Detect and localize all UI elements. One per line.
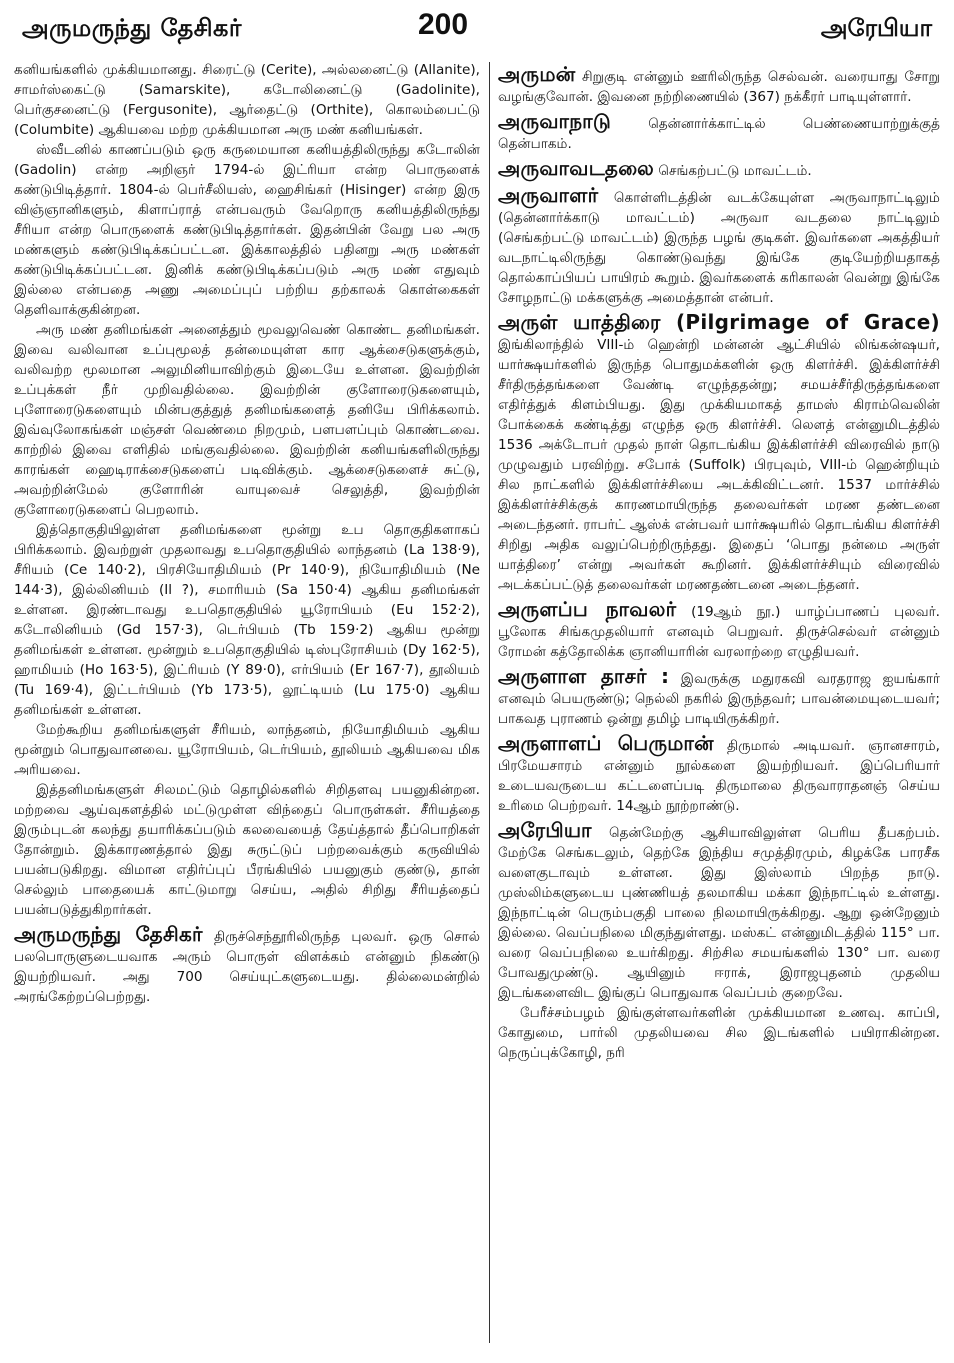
- entry-text: சிறுகுடி என்னும் ஊரிலிருந்த செல்வன். வரையாது சோறு வழங்குவோன். இவனை நற்றிணையில் (367) நக்கீரர் பாடியுள்ளார்.: [498, 69, 940, 105]
- paragraph: [498, 1003, 940, 1063]
- entry-text: இங்கிலாந்தில் VIII-ம் ஹென்றி மன்னன் ஆட்சியில் லிங்கன்ஷயர், யார்க்ஷயர்களில் இருந்த பொதுமக்களின் ஒரு கிளர்ச்சி. இக்கிளர்ச்சி சீர்திருத்தங்களை வேண்டி எழுந்ததன்று; சமயச்சீர்திருத்தங்களை எதிர்த்துக் கிளம்பியது. இது முக்கியமாகத் தாமஸ் கிராம்வெலின் போக்கைக் கண்டித்து எழுந்த ஒரு கிளர்ச்சி. லௌத் என்னுமிடத்தில் 1536 அக்டோபர் முதல் நாள் தொடங்கிய இக்கிளர்ச்சி விரைவில் நாடு முழுவதும் பரவிற்று. சபோக் (Suffolk) பிரபுவும், VIII-ம் ஹென்றியும் சில நாட்களில் இக்கிளர்ச்சியை அடக்கிவிட்டனர். 1537 மார்ச்சில் இக்கிளர்ச்சிக்குக் காரணமாயிருந்த தலைவர்கள் மரண தண்டனை அடைந்தனர். ராபர்ட் ஆஸ்க் என்பவர் யார்க்ஷயரில் தொடங்கிய கிளர்ச்சி சிறிது அதிக வலுப்பெற்றிருந்தது. இதைப் ‘பொது நன்மை அருள் யாத்திரை’ என்று அவர்கள் கூறினர். இக்கிளர்ச்சியும் விரைவில் அடக்கப்பட்டுத் தலைவர்கள் மரணதண்டனை அடைந்தனர்.: [498, 337, 940, 593]
- running-head-right: அரேபியா: [820, 14, 932, 42]
- encyclopedia-entry: [14, 924, 480, 1007]
- page-header: [0, 0, 954, 58]
- paragraph: [14, 780, 480, 920]
- paragraph-text: ஸ்வீடனில் காணப்படும் ஒரு கருமையான கனியத்திலிருந்து கடோலின் (Gadolin) என்ற அறிஞர் 1794-ல் இட்ரியா என்ற பொருளைக் கண்டுபிடித்தார். 1804-ல் பெர்சீலியஸ், ஹைசிங்கர் (Hisinger) என்ற இரு விஞ்ஞானிகளும், கிளாப்ராத் என்பவரும் வேறொரு கனியத்திலிருந்து சீரியா என்ற பொருளைக் கண்டுபிடித்தார்கள். இதன்பின் வேறு பல அரு மண்களும் கண்டுபிடிக்கப்பட்டன. இக்காலத்தில் பதினறு அரு மண்கள் கண்டுபிடிக்கப்பட்டன. இனிக் கண்டுபிடிக்கப்படும் அரு மண் எதுவும் இல்லை என்பதை அணு அமைப்புப் பற்றிய தற்காலக் கொள்கைகள் தெளிவாக்குகின்றன.: [14, 142, 480, 318]
- entry-headword: அருளாள தாசர் :: [498, 664, 670, 688]
- entry-headword: அருவாளர்: [498, 183, 599, 207]
- encyclopedia-entry: [498, 820, 940, 1003]
- paragraph-text: மேற்கூறிய தனிமங்களுள் சீரியம், லாந்தனம், நியோதிமியம் ஆகிய மூன்றும் பொதுவானவை. யூரோபியம், டெர்பியம், தூலியம் ஆகியவை மிக அரியவை.: [14, 722, 480, 778]
- paragraph: [14, 60, 480, 140]
- column-divider: [489, 62, 490, 1343]
- paragraph-text: இத்தனிமங்களுள் சிலமட்டும் தொழில்களில் சிறிதளவு பயனுகின்றன. மற்றவை ஆய்வுகளத்தில் மட்டுமுள்ள விந்தைப் பொருள்கள். சீரியத்தை இரும்புடன் கலந்து தயாரிக்கப்படும் கலவையைத் தேய்த்தால் தீப்பொறிகள் தோன்றும். இக்காரணத்தால் இது சுருட்டுப் பற்றவைக்கும் கருவியில் பயன்படுகிறது. விமான எதிர்ப்புப் பீரங்கியில் பயனுகும் குண்டு, தான் செல்லும் பாதையைக் காட்டுமாறு செய்ய, அதில் சிறிது சீரியத்தைப் பயன்படுத்துகிறார்கள்.: [14, 782, 480, 918]
- entry-headword: அருமருந்து தேசிகர்: [14, 922, 203, 946]
- encyclopedia-entry: [498, 666, 940, 729]
- encyclopedia-entry: [498, 599, 940, 662]
- entry-text: திருமால் அடியவர். ஞானசாரம், பிரமேயசாரம் என்னும் நூல்களை இயற்றியவர். இப்பெரியார் உடையவருடைய கட்டளைப்படி திருமாலை திருவாராதனஞ் செய்ய உரிமை பெற்றவர். 14ஆம் நூற்றாண்டு.: [498, 738, 940, 814]
- paragraph: [14, 520, 480, 720]
- entry-text: திருச்செந்தூரிலிருந்த புலவர். ஒரு சொல் பலபொருளுடையவாக அரும் பொருள் விளக்கம் என்னும் நிகண்டு இயற்றியவர். அது 700 செய்யுட்களுடையது. தில்லைமன்றில் அரங்கேற்றப்பெற்றது.: [14, 929, 480, 1005]
- encyclopedia-entry: [498, 312, 940, 595]
- encyclopedia-entry: [498, 111, 940, 154]
- entry-headword: அருள் யாத்திரை (Pilgrimage of Grace): [498, 310, 940, 334]
- entry-headword: அரேபியா: [498, 818, 592, 842]
- entry-text: கொள்ளிடத்தின் வடக்கேயுள்ள அருவாநாட்டிலும் (தென்னார்க்காடு மாவட்டம்) அருவா வடதலை நாட்டிலும் (செங்கற்பட்டு மாவட்டம்) இருந்த பழங் குடிகள். இவர்களை அகத்தியர் வடநாட்டிலிருந்து கொண்டுவந்து இங்கே குடியேற்றியதாகத் தொல்காப்பியப் பாயிரம் கூறும். இவர்களைக் கரிகாலன் வென்று இங்கே சோழநாட்டு மக்களுக்கு அமைத்தான் என்பர்.: [498, 190, 940, 306]
- entry-text: (19ஆம் நூ.) யாழ்ப்பாணப் புலவர். பூலோக சிங்கமுதலியார் எனவும் பெறுவர். திருச்செல்வர் என்னும் ரோமன் கத்தோலிக்க ஞானியாரின் வரலாற்றை எழுதியவர்.: [498, 604, 940, 660]
- entry-headword: அருவாநாடு: [498, 109, 611, 133]
- entry-text: தென்னார்க்காட்டில் பெண்ணையாற்றுக்குத் தென்பாகம்.: [498, 116, 940, 152]
- entry-headword: அருமன்: [498, 62, 576, 86]
- right-column: [498, 60, 940, 1355]
- paragraph-text: அரு மண் தனிமங்கள் அனைத்தும் மூவலுவெண் கொண்ட தனிமங்கள். இவை வலிவான உப்புமூலத் தன்மையுள்ள கார ஆக்சைடுகளுக்கும், வலிவற்ற மூலமான அலுமினியாவிற்கும் இடையே உள்ளன. இவற்றின் உப்புக்கள் நீர் முறிவதில்லை. இவற்றின் குளோரைடுகளையும், புளோரைடுகளையும் மின்பகுத்துத் தனிமங்களைத் தனியே பிரிக்கலாம். இவ்வுலோகங்கள் மஞ்சள் வெண்மை நிறமும், பளபளப்பும் கொண்டவை. காற்றில் இவை எளிதில் மங்குவதில்லை. இவற்றின் கனியங்களிலிருந்து காரங்கள் ஹைடிராக்சைடுகளைப் படிவிக்கும். ஆக்சைடுகளைச் சுட்டு, அவற்றின்மேல் குளோரின் வாயுவைச் செலுத்தி, இவற்றின் குளோரைடுகளைப் பெறலாம்.: [14, 322, 480, 518]
- paragraph-text: இத்தொகுதியிலுள்ள தனிமங்களை மூன்று உப தொகுதிகளாகப் பிரிக்கலாம். இவற்றுள் முதலாவது உபதொகுதியில் லாந்தனம் (La 138·9), சீரியம் (Ce 140·2), பிரசியோதிமியம் (Pr 140·9), நியோதிமியம் (Ne 144·3), இல்லினியம் (Il ?), சமாரியம் (Sa 150·4) ஆகிய தனிமங்கள் உள்ளன. இரண்டாவது உபதொகுதியில் யூரோபியம் (Eu 152·2), கடோலினியம் (Gd 157·3), டெர்பியம் (Tb 159·2) ஆகிய மூன்று தனிமங்கள் உள்ளன. மூன்றும் உபதொகுதியில் டிஸ்புரோசியம் (Dy 162·5), ஹாமியம் (Ho 163·5), இட்ரியம் (Y 89·0), எர்பியம் (Er 167·7), தூலியம் (Tu 169·4), இட்டர்பியம் (Yb 173·5), லூட்டியம் (Lu 175·0) ஆகிய தனிமங்கள் உள்ளன.: [14, 522, 480, 718]
- paragraph-text: பேரீச்சம்பழம் இங்குள்ளவர்களின் முக்கியமான உணவு. காப்பி, கோதுமை, பார்லி முதலியவை சில இடங்களில் பயிராகின்றன. நெருப்புக்கோழி, நரி: [498, 1005, 940, 1061]
- entry-text: இவருக்கு மதுரகவி வரதராஜ ஐயங்கார் எனவும் பெயருண்டு; நெல்லி நகரில் இருந்தவர்; பாவன்மையுடையவர்; பாகவத புராணம் ஒன்று தமிழ் பாடியிருக்கிறர்.: [498, 671, 940, 727]
- paragraph: [14, 140, 480, 320]
- entry-headword: அருளாளப் பெருமான்: [498, 731, 714, 755]
- left-column: [14, 60, 480, 1355]
- page-number: 200: [418, 8, 469, 41]
- encyclopedia-entry: [498, 64, 940, 107]
- encyclopedia-entry: [498, 158, 940, 181]
- running-head-left: அருமருந்து தேசிகர்: [22, 14, 242, 42]
- paragraph-text: கனியங்களில் முக்கியமானது. சிரைட்டு (Cerite), அல்லனைட்டு (Allanite), சாமர்ஸ்கைட்டு (Samarskite), கடோலினைட்டு (Gadolinite), பெர்குசனைட்டு (Fergusonite), ஆர்தைட்டு (Orthite), கொலம்பைட்டு (Columbite) ஆகியவை மற்ற முக்கியமான அரு மண் கனியங்கள்.: [14, 62, 480, 138]
- entry-headword: அருவாவடதலை: [498, 156, 655, 180]
- encyclopedia-entry: [498, 733, 940, 816]
- paragraph: [14, 320, 480, 520]
- encyclopedia-entry: [498, 185, 940, 308]
- paragraph: [14, 720, 480, 780]
- entry-text: செங்கற்பட்டு மாவட்டம்.: [658, 163, 812, 179]
- entry-headword: அருளப்ப நாவலர்: [498, 597, 677, 621]
- entry-text: தென்மேற்கு ஆசியாவிலுள்ள பெரிய தீபகற்பம். மேற்கே செங்கடலும், தெற்கே இந்திய சமுத்திரமும், கிழக்கே பாரசீக வளைகுடாவும் உள்ளன. இது இஸ்லாம் பிறந்த நாடு. முஸ்லிம்களுடைய புண்ணியத் தலமாகிய மக்கா இந்நாட்டில் உள்ளது. இந்நாட்டின் பெரும்பகுதி பாலை நிலமாயிருக்கிறது. ஆறு ஒன்றேனும் இல்லை. வெப்பநிலை மிகுந்துள்ளது. மஸ்கட் என்னுமிடத்தில் 115° பா. வரை வெப்பநிலை உயர்கிறது. சிற்சில சமயங்களில் 130° பா. வரை போவதுமுண்டு. ஆயினும் ஈராக், இராஜபுதனம் முதலிய இடங்களைவிட இங்குப் பொதுவாக வெப்பம் குறைவே.: [498, 825, 940, 1001]
